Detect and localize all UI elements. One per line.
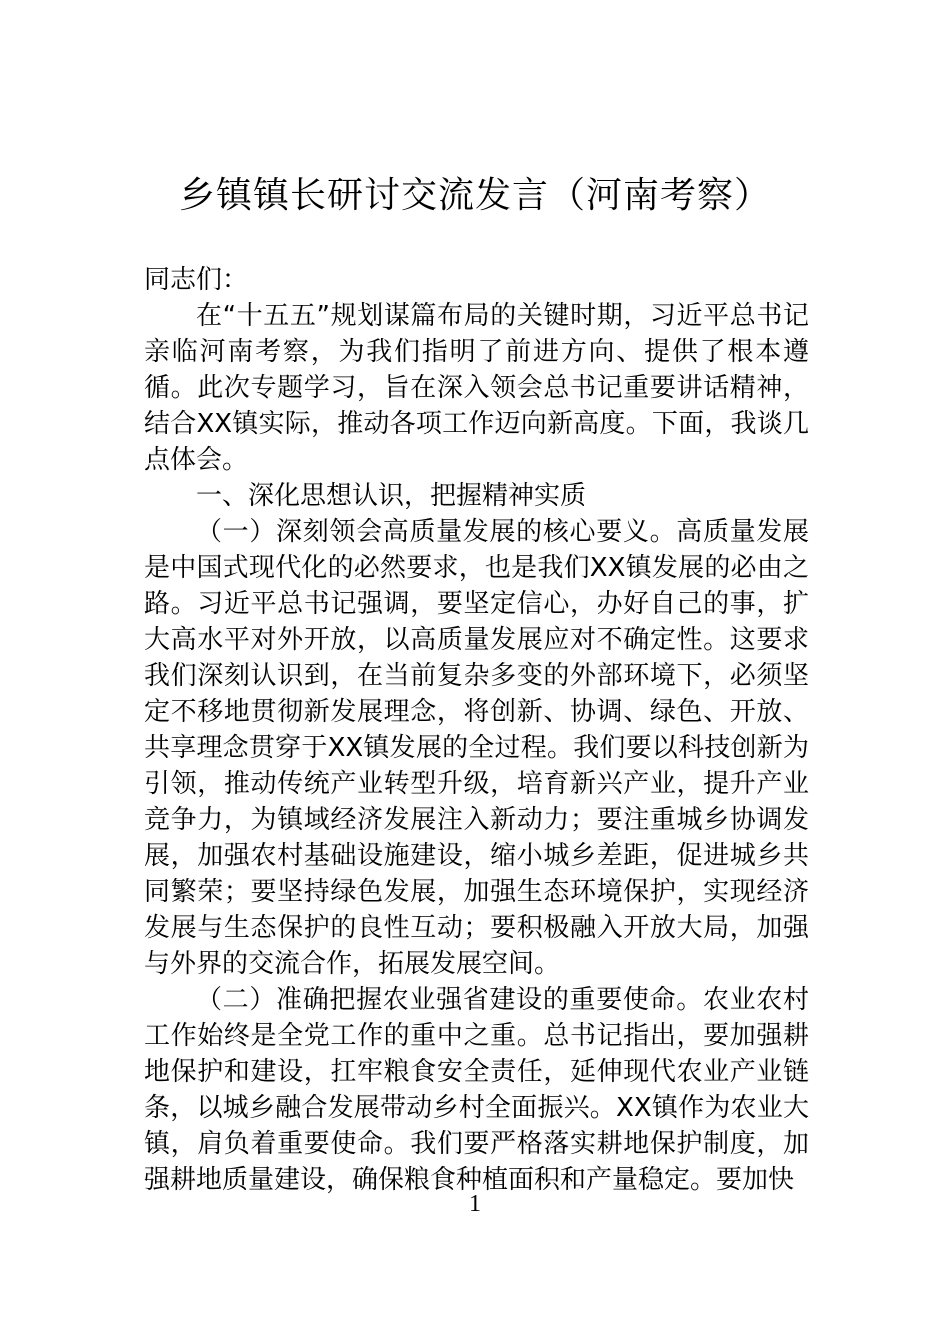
- page-number: 1: [469, 1191, 481, 1217]
- document-title: 乡镇镇长研讨交流发言（河南考察）: [178, 175, 771, 216]
- paragraph-1-2: （二）准确把握农业强省建设的重要使命。农业农村工作始终是全党工作的重中之重。总书记指出，要加强耕地保护和建设，扛牢粮食安全责任，延伸现代农业产业链条，以城乡融合发展带动乡村全面振兴。XX镇作为农业大镇，肩负着重要使命。我们要严格落实耕地保护制度，加强耕地质量建设，确保粮食种植面积和产量稳定。要加快: [144, 985, 809, 1195]
- document-body: [144, 262, 809, 1198]
- paragraph-intro: 在“十五五”规划谋篇布局的关键时期，习近平总书记亲临河南考察，为我们指明了前进方向、提供了根本遵循。此次专题学习，旨在深入领会总书记重要讲话精神，结合XX镇实际，推动各项工作迈向新高度。下面，我谈几点体会。: [144, 301, 809, 475]
- section-heading-1: 一、深化思想认识，把握精神实质: [196, 481, 587, 511]
- paragraph-1-1: （一）深刻领会高质量发展的核心要义。高质量发展是中国式现代化的必然要求，也是我们XX镇发展的必由之路。习近平总书记强调，要坚定信心，办好自己的事，扩大高水平对外开放，以高质量发展应对不确定性。这要求我们深刻认识到，在当前复杂多变的外部环境下，必须坚定不移地贯彻新发展理念，将创新、协调、绿色、开放、共享理念贯穿于XX镇发展的全过程。我们要以科技创新为引领，推动传统产业转型升级，培育新兴产业，提升产业竞争力，为镇域经济发展注入新动力；要注重城乡协调发展，加强农村基础设施建设，缩小城乡差距，促进城乡共同繁荣；要坚持绿色发展，加强生态环境保护，实现经济发展与生态保护的良性互动；要积极融入开放大局，加强与外界的交流合作，拓展发展空间。: [144, 517, 809, 979]
- salutation: 同志们：: [144, 265, 249, 295]
